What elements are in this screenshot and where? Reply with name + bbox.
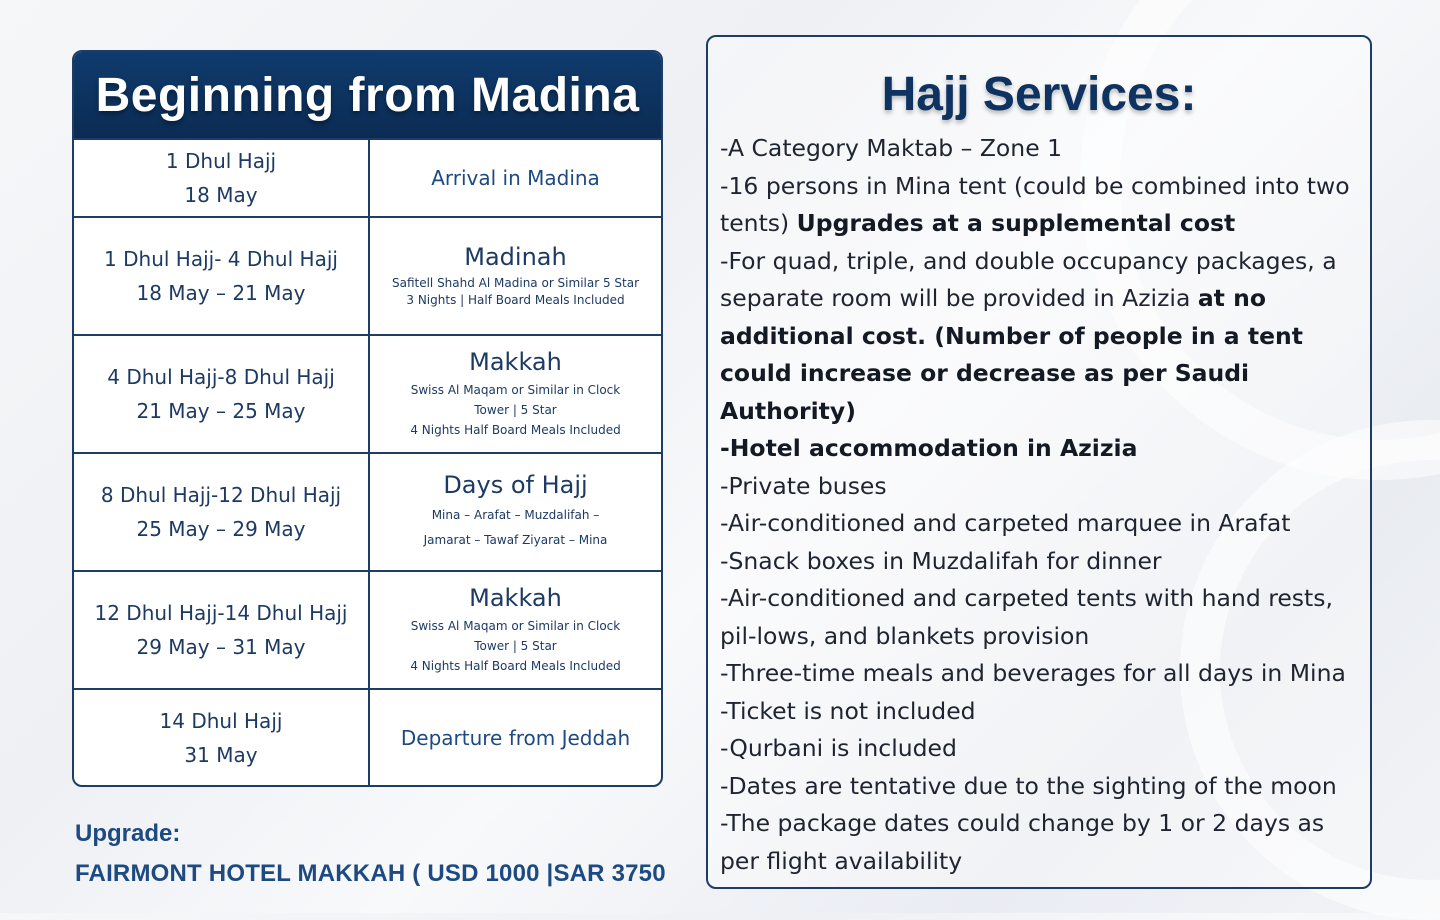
activity-cell (370, 140, 661, 216)
services-panel (706, 35, 1372, 889)
itinerary-header (74, 52, 661, 138)
hijri-date: 4 Dhul Hajj-8 Dhul Hajj (107, 365, 335, 389)
itinerary-table (72, 50, 663, 787)
activity-detail: Swiss Al Maqam or Similar in Clock (410, 383, 621, 397)
activity-title: Days of Hajj (443, 471, 588, 499)
hijri-date: 1 Dhul Hajj- 4 Dhul Hajj (104, 247, 338, 271)
upgrade-label: Upgrade: (75, 820, 181, 847)
service-item: -Dates are tentative due to the sighting of the moon (720, 771, 1337, 800)
hijri-date: 8 Dhul Hajj-12 Dhul Hajj (100, 483, 342, 507)
service-item: -A Category Maktab – Zone 1 (720, 134, 1063, 162)
activity-detail: Tower | 5 Star (474, 639, 557, 653)
activity-cell (370, 690, 661, 785)
activity-detail: 3 Nights | Half Board Meals Included (406, 293, 625, 307)
activity-title: Makkah (469, 348, 562, 376)
upgrade-value: FAIRMONT HOTEL MAKKAH ( USD 1000 |SAR 3750 (75, 860, 666, 887)
services-title: Hajj Services: (881, 68, 1197, 121)
service-item: -Hotel accommodation in Azizia (720, 434, 1138, 462)
activity-detail: 4 Nights Half Board Meals Included (410, 659, 621, 673)
upgrade-note (75, 818, 666, 890)
date-cell (74, 336, 370, 452)
activity-cell (370, 572, 661, 688)
date-cell (74, 140, 370, 216)
date-cell (74, 454, 370, 570)
service-item: -Snack boxes in Muzdalifah for dinner (720, 546, 1162, 575)
itinerary-row (74, 334, 661, 452)
service-item: -The package dates could change by 1 or 2 days as per flight availability (720, 809, 1325, 875)
activity-cell (370, 454, 661, 570)
date-cell (74, 690, 370, 785)
gregorian-date: 21 May – 25 May (136, 399, 306, 423)
gregorian-date: 29 May – 31 May (136, 635, 306, 659)
activity-detail: Tower | 5 Star (474, 403, 557, 417)
activity-label: Departure from Jeddah (400, 725, 631, 750)
service-item: -Private buses (720, 471, 887, 500)
services-list (708, 130, 1370, 880)
service-item: -Ticket is not included (720, 696, 976, 725)
itinerary-row (74, 570, 661, 688)
activity-detail: Mina – Arafat – Muzdalifah – (431, 508, 600, 522)
service-item: -For quad, triple, and double occupancy packages, a separate room will be provided in Azizia at no additional cost. (Number of people in a tent could increase or decrease as per Saudi Authority) (720, 246, 1337, 425)
activity-cell (370, 336, 661, 452)
activity-title: Makkah (469, 584, 562, 612)
hijri-date: 1 Dhul Hajj (165, 149, 277, 173)
gregorian-date: 31 May (184, 742, 258, 767)
activity-detail: Swiss Al Maqam or Similar in Clock (410, 619, 621, 633)
service-item: -Air-conditioned and carpeted marquee in Arafat (720, 509, 1291, 537)
itinerary-row (74, 688, 661, 785)
date-cell (74, 572, 370, 688)
activity-label: Arrival in Madina (431, 166, 600, 190)
activity-title: Madinah (464, 243, 567, 271)
service-item: -16 persons in Mina tent (could be combined into two tents) Upgrades at a supplemental cost (720, 171, 1350, 237)
gregorian-date: 25 May – 29 May (136, 517, 306, 541)
gregorian-date: 18 May – 21 May (136, 281, 306, 305)
activity-cell (370, 218, 661, 334)
activity-detail: Jamarat – Tawaf Ziyarat – Mina (423, 533, 608, 547)
activity-detail: 4 Nights Half Board Meals Included (410, 423, 621, 437)
service-item: -Air-conditioned and carpeted tents with hand rests, pil-lows, and blankets provision (720, 584, 1333, 650)
gregorian-date: 18 May (184, 183, 258, 207)
date-cell (74, 218, 370, 334)
itinerary-row (74, 216, 661, 334)
service-item: -Qurbani is included (720, 734, 957, 762)
itinerary-title: Beginning from Madina (95, 68, 640, 122)
itinerary-row (74, 452, 661, 570)
service-item: -Three-time meals and beverages for all days in Mina (720, 659, 1346, 687)
hijri-date: 14 Dhul Hajj (159, 708, 283, 733)
activity-detail: Safitell Shahd Al Madina or Similar 5 Star (391, 276, 640, 290)
hijri-date: 12 Dhul Hajj-14 Dhul Hajj (94, 601, 348, 625)
itinerary-row (74, 138, 661, 216)
